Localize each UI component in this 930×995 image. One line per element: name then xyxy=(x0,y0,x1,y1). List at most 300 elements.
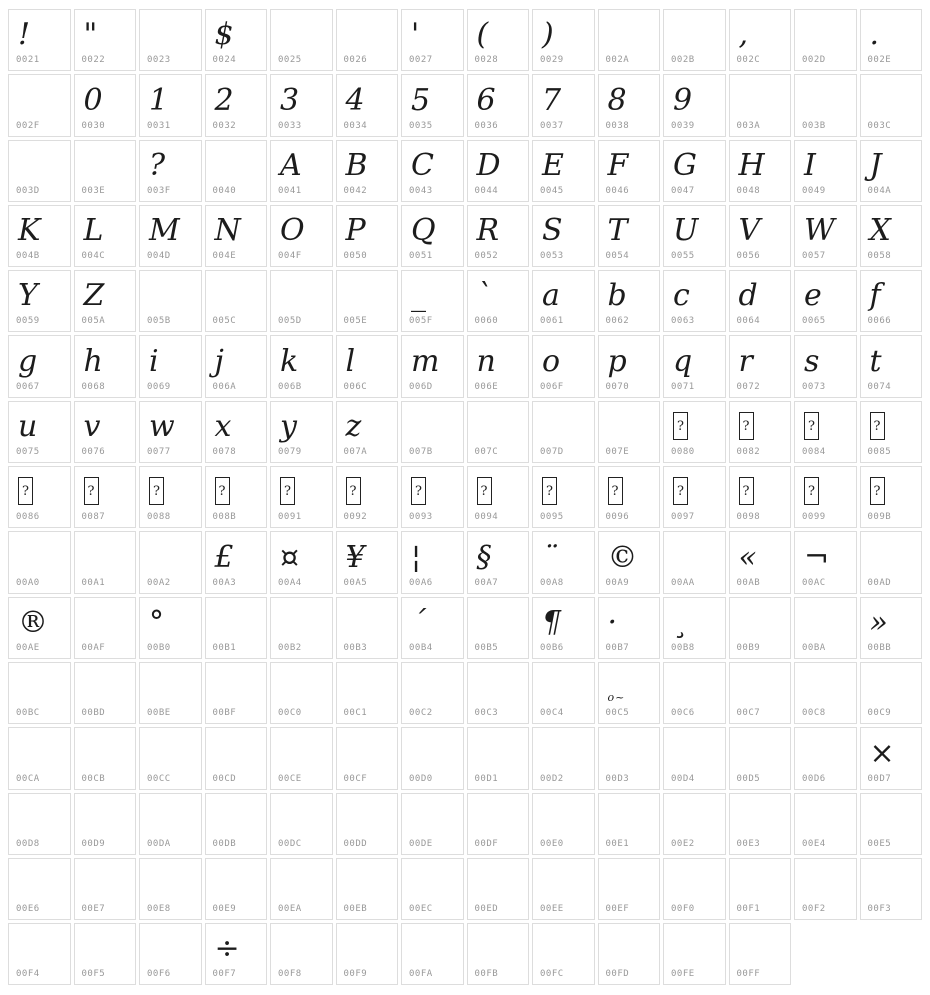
glyph-preview: h xyxy=(83,343,103,379)
glyph-cell xyxy=(270,662,333,724)
glyph-preview: B xyxy=(345,147,368,183)
glyph-cell xyxy=(336,335,399,397)
glyph-preview: « xyxy=(738,539,757,575)
glyph-preview: ? xyxy=(149,147,166,183)
glyph-preview: V xyxy=(738,213,761,249)
codepoint-label: 0075 xyxy=(16,447,40,458)
glyph-cell xyxy=(74,9,137,71)
glyph-preview xyxy=(599,927,660,964)
glyph-preview: i xyxy=(149,343,159,379)
glyph-preview: q xyxy=(673,343,693,379)
codepoint-label: 0026 xyxy=(343,55,368,66)
glyph-preview xyxy=(795,797,856,834)
glyph-preview xyxy=(9,797,70,834)
codepoint-label: 0076 xyxy=(81,447,106,458)
glyph-cell xyxy=(532,335,595,397)
glyph-cell xyxy=(532,466,595,528)
glyph-cell xyxy=(401,74,464,136)
glyph-cell xyxy=(205,597,268,659)
glyph-cell xyxy=(532,597,595,659)
glyph-cell xyxy=(74,401,137,463)
glyph-cell xyxy=(467,858,530,920)
glyph-cell xyxy=(401,140,464,202)
codepoint-label: 0082 xyxy=(736,447,761,458)
codepoint-label: 0094 xyxy=(474,512,499,523)
glyph-cell xyxy=(205,205,268,267)
glyph-preview xyxy=(206,601,267,638)
glyph-cell xyxy=(205,727,268,789)
glyph-preview: 6 xyxy=(476,82,496,118)
glyph-cell xyxy=(270,793,333,855)
glyph-cell xyxy=(860,662,923,724)
glyph-cell xyxy=(467,662,530,724)
glyph-cell xyxy=(663,270,726,332)
glyph-cell xyxy=(467,9,530,71)
glyph-cell xyxy=(401,662,464,724)
codepoint-label: 0049 xyxy=(802,185,826,196)
glyph-cell xyxy=(860,270,923,332)
glyph-preview xyxy=(861,470,922,507)
glyph-cell xyxy=(205,335,268,397)
glyph-preview: l xyxy=(345,343,356,379)
codepoint-label: 002A xyxy=(605,55,630,66)
glyph-cell xyxy=(860,727,923,789)
codepoint-label: 00A7 xyxy=(474,577,499,588)
codepoint-label: 00C7 xyxy=(736,708,761,719)
glyph-preview: ( xyxy=(476,17,489,53)
glyph-preview xyxy=(140,13,201,50)
glyph-preview: L xyxy=(83,213,104,249)
glyph-preview: 8 xyxy=(607,82,627,118)
codepoint-label: 0056 xyxy=(736,251,761,262)
glyph-cell xyxy=(467,923,530,985)
codepoint-label: 00C4 xyxy=(540,708,564,719)
codepoint-label: 00F9 xyxy=(343,969,368,980)
glyph-preview: 0 xyxy=(83,82,103,118)
glyph-cell xyxy=(270,9,333,71)
codepoint-label: 0059 xyxy=(16,316,40,327)
glyph-preview xyxy=(795,601,856,638)
glyph-cell xyxy=(74,270,137,332)
codepoint-label: 0039 xyxy=(671,120,695,131)
codepoint-label: 007B xyxy=(409,447,433,458)
codepoint-label: 00FB xyxy=(474,969,499,980)
glyph-cell xyxy=(598,140,661,202)
glyph-cell xyxy=(401,401,464,463)
glyph-preview xyxy=(730,797,791,834)
codepoint-label: 00BE xyxy=(147,708,171,719)
glyph-preview: § xyxy=(476,539,492,575)
codepoint-label: 007A xyxy=(343,447,368,458)
glyph-cell xyxy=(336,140,399,202)
glyph-cell xyxy=(860,140,923,202)
glyph-cell xyxy=(794,401,857,463)
codepoint-label: 00D6 xyxy=(802,773,826,784)
glyph-cell xyxy=(729,335,792,397)
glyph-cell xyxy=(8,923,71,985)
codepoint-label: 005E xyxy=(343,316,368,327)
glyph-cell xyxy=(401,270,464,332)
codepoint-label: 00E9 xyxy=(212,904,237,915)
codepoint-label: 0084 xyxy=(802,447,826,458)
glyph-preview: o~ xyxy=(607,691,626,705)
glyph-preview xyxy=(402,927,463,964)
codepoint-label: 00EA xyxy=(278,904,302,915)
codepoint-label: 0044 xyxy=(474,185,499,196)
codepoint-label: 00B9 xyxy=(736,642,761,653)
codepoint-label: 002C xyxy=(736,55,761,66)
glyph-cell xyxy=(467,727,530,789)
codepoint-label: 0061 xyxy=(540,316,564,327)
glyph-preview: H xyxy=(738,147,765,183)
codepoint-label: 0036 xyxy=(474,120,499,131)
glyph-preview xyxy=(730,470,791,507)
codepoint-label: 00AC xyxy=(802,577,826,588)
codepoint-label: 00DD xyxy=(343,838,368,849)
codepoint-label: 00F2 xyxy=(802,904,826,915)
glyph-preview xyxy=(337,274,398,311)
glyph-preview: f xyxy=(869,278,881,314)
glyph-preview xyxy=(337,862,398,899)
codepoint-label: 00B0 xyxy=(147,642,171,653)
codepoint-label: 00A8 xyxy=(540,577,564,588)
codepoint-label: 00BD xyxy=(81,708,106,719)
glyph-preview: d xyxy=(738,278,758,314)
glyph-preview xyxy=(533,862,594,899)
glyph-cell xyxy=(663,335,726,397)
glyph-cell xyxy=(729,270,792,332)
codepoint-label: 0021 xyxy=(16,55,40,66)
glyph-preview xyxy=(337,731,398,768)
codepoint-label: 004D xyxy=(147,251,171,262)
codepoint-label: 00F4 xyxy=(16,969,40,980)
glyph-preview xyxy=(402,797,463,834)
glyph-cell xyxy=(860,793,923,855)
codepoint-label: 00CD xyxy=(212,773,237,784)
glyph-preview xyxy=(337,601,398,638)
glyph-cell xyxy=(467,74,530,136)
glyph-cell xyxy=(205,401,268,463)
codepoint-label: 0045 xyxy=(540,185,564,196)
glyph-preview xyxy=(9,666,70,703)
glyph-preview xyxy=(206,274,267,311)
glyph-cell xyxy=(532,140,595,202)
glyph-cell xyxy=(860,531,923,593)
notdef-box-icon: ? xyxy=(870,477,885,505)
codepoint-label: 003B xyxy=(802,120,826,131)
codepoint-label: 006B xyxy=(278,381,302,392)
glyph-preview: s xyxy=(804,343,820,379)
glyph-cell xyxy=(336,74,399,136)
codepoint-label: 0080 xyxy=(671,447,695,458)
glyph-cell xyxy=(663,662,726,724)
glyph-cell xyxy=(663,597,726,659)
codepoint-label: 0088 xyxy=(147,512,171,523)
glyph-preview xyxy=(271,797,332,834)
glyph-cell xyxy=(729,793,792,855)
glyph-preview xyxy=(271,731,332,768)
glyph-preview xyxy=(861,405,922,442)
codepoint-label: 00B6 xyxy=(540,642,564,653)
codepoint-label: 00A2 xyxy=(147,577,171,588)
glyph-preview: J xyxy=(869,147,882,183)
glyph-cell xyxy=(532,793,595,855)
codepoint-label: 00F0 xyxy=(671,904,695,915)
codepoint-label: 003E xyxy=(81,185,106,196)
glyph-preview xyxy=(140,535,201,572)
glyph-cell xyxy=(336,793,399,855)
glyph-cell xyxy=(270,597,333,659)
codepoint-label: 00B8 xyxy=(671,642,695,653)
codepoint-label: 0092 xyxy=(343,512,368,523)
glyph-preview: × xyxy=(869,735,895,771)
glyph-cell xyxy=(74,74,137,136)
glyph-preview xyxy=(402,731,463,768)
glyph-preview xyxy=(140,274,201,311)
glyph-cell xyxy=(794,793,857,855)
glyph-cell xyxy=(467,270,530,332)
glyph-cell xyxy=(794,531,857,593)
codepoint-label: 00AB xyxy=(736,577,761,588)
glyph-cell xyxy=(729,597,792,659)
glyph-preview xyxy=(75,470,136,507)
glyph-cell xyxy=(401,923,464,985)
glyph-cell xyxy=(729,662,792,724)
glyph-cell xyxy=(139,531,202,593)
glyph-preview xyxy=(75,797,136,834)
glyph-preview xyxy=(599,470,660,507)
glyph-cell xyxy=(270,923,333,985)
glyph-preview: Y xyxy=(18,278,38,314)
codepoint-label: 00CB xyxy=(81,773,106,784)
glyph-cell xyxy=(860,401,923,463)
notdef-box-icon: ? xyxy=(870,412,885,440)
glyph-cell xyxy=(139,662,202,724)
glyph-cell xyxy=(663,74,726,136)
glyph-cell xyxy=(729,727,792,789)
glyph-preview xyxy=(402,862,463,899)
codepoint-label: 00ED xyxy=(474,904,499,915)
glyph-preview: O xyxy=(280,213,305,249)
glyph-preview xyxy=(75,927,136,964)
glyph-cell xyxy=(139,9,202,71)
codepoint-label: 00A6 xyxy=(409,577,433,588)
glyph-preview xyxy=(140,862,201,899)
glyph-preview xyxy=(730,927,791,964)
glyph-cell xyxy=(860,205,923,267)
codepoint-label: 00F3 xyxy=(867,904,892,915)
glyph-preview xyxy=(402,666,463,703)
glyph-cell xyxy=(270,335,333,397)
glyph-preview xyxy=(664,666,725,703)
glyph-preview xyxy=(468,405,529,442)
glyph-cell xyxy=(8,9,71,71)
glyph-preview xyxy=(206,666,267,703)
glyph-preview xyxy=(533,927,594,964)
codepoint-label: 003A xyxy=(736,120,761,131)
glyph-preview: 4 xyxy=(345,82,365,118)
codepoint-label: 0072 xyxy=(736,381,761,392)
codepoint-label: 00C9 xyxy=(867,708,892,719)
codepoint-label: 0032 xyxy=(212,120,237,131)
codepoint-label: 0093 xyxy=(409,512,433,523)
codepoint-label: 00E3 xyxy=(736,838,761,849)
glyph-cell xyxy=(401,793,464,855)
glyph-preview: K xyxy=(18,213,41,249)
codepoint-label: 006D xyxy=(409,381,433,392)
glyph-preview: y xyxy=(280,409,297,445)
codepoint-label: 0053 xyxy=(540,251,564,262)
glyph-preview xyxy=(75,862,136,899)
glyph-preview: ÷ xyxy=(214,931,240,967)
codepoint-label: 00D1 xyxy=(474,773,499,784)
glyph-preview: a xyxy=(542,278,560,314)
glyph-cell xyxy=(270,74,333,136)
codepoint-label: 00F8 xyxy=(278,969,302,980)
codepoint-label: 0027 xyxy=(409,55,433,66)
glyph-preview: ¥ xyxy=(345,539,365,575)
codepoint-label: 00CA xyxy=(16,773,40,784)
glyph-cell xyxy=(663,466,726,528)
codepoint-label: 0091 xyxy=(278,512,302,523)
glyph-preview: · xyxy=(607,604,618,640)
codepoint-label: 00B3 xyxy=(343,642,368,653)
glyph-preview: ´ xyxy=(411,604,426,640)
glyph-cell xyxy=(860,466,923,528)
codepoint-label: 0055 xyxy=(671,251,695,262)
codepoint-label: 00C1 xyxy=(343,708,368,719)
codepoint-label: 003F xyxy=(147,185,171,196)
glyph-preview xyxy=(140,666,201,703)
codepoint-label: 00B1 xyxy=(212,642,237,653)
glyph-preview xyxy=(664,405,725,442)
glyph-cell xyxy=(139,401,202,463)
glyph-cell xyxy=(205,793,268,855)
glyph-cell xyxy=(729,923,792,985)
glyph-cell xyxy=(663,727,726,789)
glyph-preview xyxy=(664,535,725,572)
glyph-cell xyxy=(598,270,661,332)
glyph-preview: " xyxy=(83,17,98,53)
codepoint-label: 0035 xyxy=(409,120,433,131)
glyph-cell xyxy=(8,858,71,920)
glyph-preview: r xyxy=(738,343,753,379)
glyph-preview: $ xyxy=(214,17,234,53)
glyph-preview: t xyxy=(869,343,882,379)
codepoint-label: 0058 xyxy=(867,251,892,262)
glyph-preview: ¤ xyxy=(280,539,300,575)
glyph-preview xyxy=(140,927,201,964)
glyph-cell xyxy=(270,205,333,267)
glyph-cell xyxy=(467,793,530,855)
glyph-cell xyxy=(598,401,661,463)
glyph-preview: T xyxy=(607,213,628,249)
codepoint-label: 0071 xyxy=(671,381,695,392)
codepoint-label: 006F xyxy=(540,381,564,392)
glyph-preview xyxy=(271,470,332,507)
codepoint-label: 0064 xyxy=(736,316,761,327)
glyph-cell xyxy=(336,662,399,724)
glyph-cell xyxy=(270,858,333,920)
glyph-preview: M xyxy=(149,213,180,249)
codepoint-label: 005B xyxy=(147,316,171,327)
glyph-cell xyxy=(74,466,137,528)
codepoint-label: 00A5 xyxy=(343,577,368,588)
glyph-cell xyxy=(336,205,399,267)
codepoint-label: 004A xyxy=(867,185,892,196)
glyph-preview xyxy=(795,862,856,899)
glyph-preview: 2 xyxy=(214,82,234,118)
codepoint-label: 006E xyxy=(474,381,499,392)
codepoint-label: 004B xyxy=(16,251,40,262)
notdef-box-icon: ? xyxy=(739,477,754,505)
codepoint-label: 00FC xyxy=(540,969,564,980)
glyph-preview xyxy=(533,666,594,703)
codepoint-label: 007E xyxy=(605,447,630,458)
codepoint-label: 002D xyxy=(802,55,826,66)
glyph-preview xyxy=(271,13,332,50)
glyph-preview xyxy=(795,731,856,768)
glyph-cell xyxy=(401,466,464,528)
codepoint-label: 0023 xyxy=(147,55,171,66)
glyph-preview xyxy=(337,470,398,507)
glyph-preview xyxy=(271,862,332,899)
codepoint-label: 00D2 xyxy=(540,773,564,784)
glyph-preview: p xyxy=(607,343,627,379)
glyph-cell xyxy=(598,466,661,528)
glyph-cell xyxy=(467,335,530,397)
glyph-preview xyxy=(206,144,267,181)
codepoint-label: 0069 xyxy=(147,381,171,392)
codepoint-label: 0063 xyxy=(671,316,695,327)
codepoint-label: 0070 xyxy=(605,381,630,392)
glyph-cell xyxy=(663,140,726,202)
glyph-cell xyxy=(74,662,137,724)
glyph-preview: ¨ xyxy=(542,539,557,575)
codepoint-label: 0079 xyxy=(278,447,302,458)
codepoint-label: 0025 xyxy=(278,55,302,66)
glyph-cell xyxy=(139,335,202,397)
codepoint-label: 0098 xyxy=(736,512,761,523)
codepoint-label: 006A xyxy=(212,381,237,392)
glyph-preview xyxy=(664,731,725,768)
glyph-preview: 5 xyxy=(411,82,431,118)
glyph-preview xyxy=(9,927,70,964)
codepoint-label: 007C xyxy=(474,447,499,458)
glyph-preview: A xyxy=(280,147,302,183)
codepoint-label: 00B4 xyxy=(409,642,433,653)
codepoint-label: 00BA xyxy=(802,642,826,653)
glyph-cell xyxy=(270,727,333,789)
notdef-box-icon: ? xyxy=(804,477,819,505)
codepoint-label: 00EF xyxy=(605,904,630,915)
codepoint-label: 00B5 xyxy=(474,642,499,653)
glyph-cell xyxy=(467,531,530,593)
glyph-cell xyxy=(205,662,268,724)
codepoint-label: 0068 xyxy=(81,381,106,392)
glyph-preview xyxy=(795,405,856,442)
glyph-cell xyxy=(8,597,71,659)
codepoint-label: 00AF xyxy=(81,642,106,653)
codepoint-label: 005F xyxy=(409,316,433,327)
glyph-cell xyxy=(467,205,530,267)
notdef-box-icon: ? xyxy=(804,412,819,440)
codepoint-label: 00E6 xyxy=(16,904,40,915)
glyph-cell xyxy=(598,531,661,593)
glyph-cell xyxy=(860,597,923,659)
codepoint-label: 007D xyxy=(540,447,564,458)
glyph-cell xyxy=(139,597,202,659)
